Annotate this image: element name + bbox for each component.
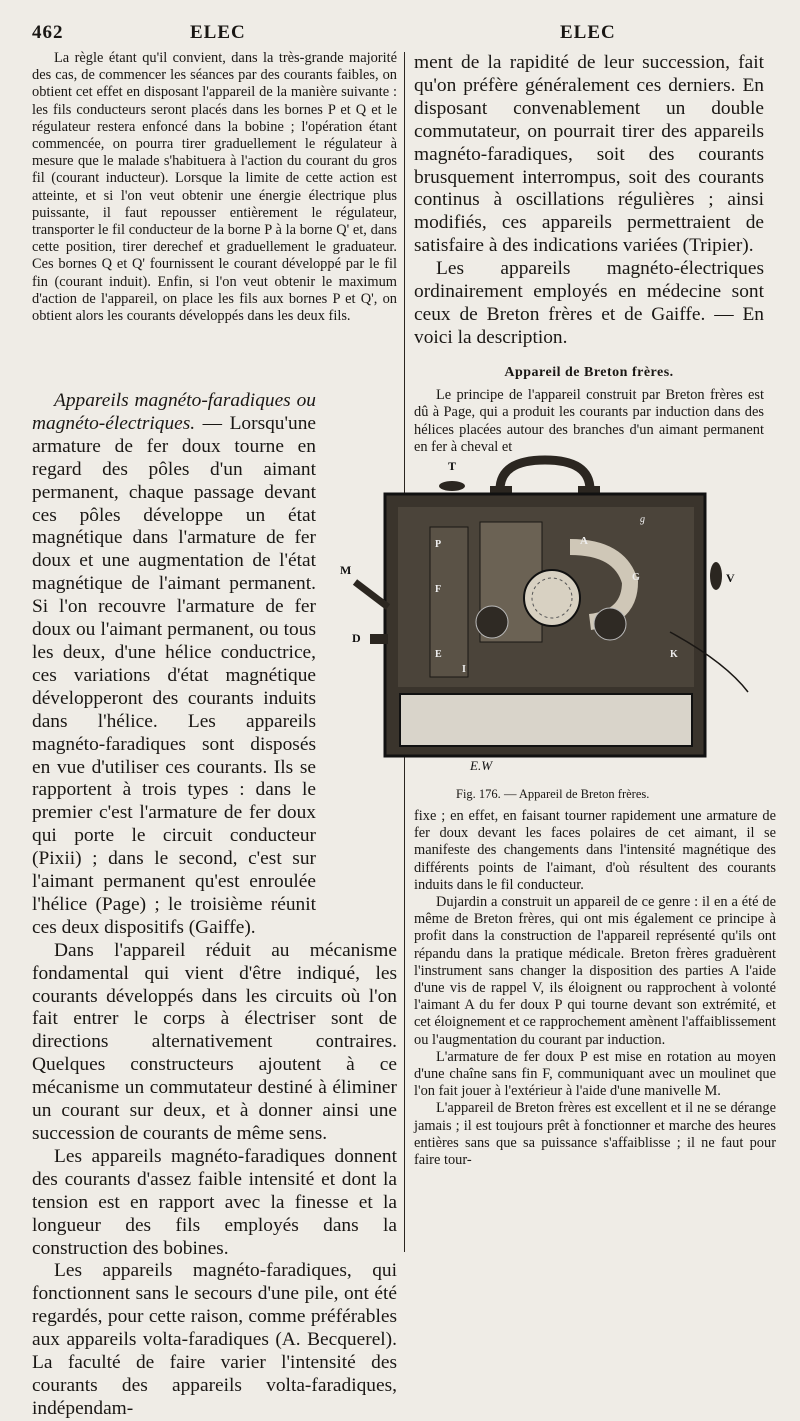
subheading: Appareil de Breton frères. [504,365,674,380]
label-G: G [632,572,640,583]
adjusting-screw [710,562,722,590]
label-F: F [435,584,442,595]
apparatus-illustration [330,452,750,772]
section-heading: Appareils magnéto-faradiques ou magnéto-électriques. [32,390,316,434]
paragraph: La règle étant qu'il convient, dans la très-grande majorité des cas, de commencer les séances par des courants faibles, on obtient cet effet en disposant l'appareil de la manière suivante : les fils conducteurs seront placés dans les bornes P et Q et le régulateur restera enfoncé dans la bobine ; l'opération étant commencée, on pourra tirer graduellement le régulateur à mesure que le malade s'habituera à l'action du courant du gros fil (courant inducteur). Lorsque la limite de cette action est atteinte, et si l'on veut obtenir une énergie électrique plus puissante, il faut repousser entièrement le régulateur, transporter le fil conducteur de la borne P à la borne Q' et, dans cette position, tirer derechef et graduellement le graduateur. Ces bornes Q et Q' fournissent le courant développé par le fil fin (courant induit). Enfin, si l'on veut obtenir le maximum d'action de l'appareil, on place les fils aux bornes P et Q', on obtient alors les courants développés dans les deux fils. [32,50,397,325]
paragraph-body: — Lorsqu'une armature de fer doux tourne en regard des pôles d'un aimant permanent, chaque passage devant ces pôles développe un état magnétique dans l'armature de fer doux et une augmentation de l'état magnétique de l'aimant permanent. Si l'on recouvre l'armature de fer doux ou l'aimant permanent, ou tous les deux, d'une hélice conductrice, ces variations d'état magnétique développeront des courants induits dans l'hélice. Les appareils magnéto-faradiques sont disposés en vue d'utiliser ces courants. Ils se rapportent à trois types : dans le premier c'est l'armature de fer doux qui porte le circuit conducteur (Pixii) ; dans le second, c'est sur l'aimant permanent qu'est enroulée l'hélice (Page) ; le troisième réunit ces deux dispositifs (Gaiffe). [32,412,316,938]
figure-number: Fig. 176. [456,787,501,801]
paragraph: ment de la rapidité de leur succession, fait qu'on préfère généralement ces derniers. En disposant convenablement un double commutateur, on pourrait tirer des appareils magnéto-faradiques, soit des courants brusquement interrompus, soit des courants continus à oscillations régulières ; ainsi modifiés, ces appareils permettraient de satisfaire à des indications variées (Tripier). [414,52,764,257]
pulley-left [476,606,508,638]
paragraph: Dans l'appareil réduit au mécanisme fondamental qui vient d'être indiqué, les courants développés dans les circuits où l'on fait entrer le corps à électriser sont de directions alternativement contraires. Quelques constructeurs ajoutent à ce mécanisme un commutateur destiné à éliminer un courant sur deux, et à donner ainsi une succession de courants de même sens. [32,939,397,1144]
paragraph: L'appareil de Breton frères est excellent et il ne se dérange jamais ; il est toujours prêt à fonctionner et marche des heures entières sans que sa puissance s'affaiblisse ; il ne faut pour faire tour- [414,1100,776,1169]
paragraph: Le principe de l'appareil construit par Breton frères est dû à Page, qui a produit les courants par induction dans des hélices placées autour des branches d'un aimant permanent en fer à cheval et [414,387,764,455]
paragraph: Dujardin a construit un appareil de ce genre : il en a été de même de Breton frères, qui ont mis également ce principe à profit dans la construction de l'appareil représenté qu'ils ont répandu dans la pratique médicale. Breton frères graduèrent l'instrument sans changer la disposition des parties A l'aide d'une vis de rappel V, ils éloignent ou rapprochent à volonté l'aimant A du fer doux P qui tourne devant son extrémité, et cet éloignement et ce rapprochement amènent l'affaiblissement ou l'augmentation du courant par induction. [414,894,776,1048]
paragraph: Les appareils magnéto-électriques ordinairement employés en médecine sont ceux de Breton frères et de Gaiffe. — En voici la description. [414,258,764,348]
running-head-left: ELEC [190,22,246,43]
figure-caption [456,787,649,802]
right-column-top [414,52,764,350]
label-V: V [726,571,735,585]
terminal-knob [439,481,465,491]
label-M: M [340,563,352,577]
paragraph-magneto-faradic [32,390,316,940]
engraver-signature: E.W [470,758,493,772]
figure-title: — Appareil de Breton frères. [500,787,650,801]
label-I: I [462,664,466,675]
page-number: 462 [32,22,64,43]
paragraph: fixe ; en effet, en faisant tourner rapidement une armature de fer doux devant les faces polaires de cet aimant, il se manifeste des changements dans l'intensité magnétique des différents points de l'aimant, d'où résultent des courants induits dans le fil conducteur. [414,808,776,893]
label-A: A [580,535,588,547]
pulley-right [594,608,626,640]
label-K: K [670,649,678,660]
label-g: g [640,514,645,525]
drawer [400,694,692,746]
label-D: D [352,631,361,645]
carry-handle [500,460,590,490]
paragraph: Les appareils magnéto-faradiques donnent des courants d'assez faible intensité et dont la tension est en rapport avec la finesse et la longueur des fils employés dans la construction des bobines. [32,1145,397,1259]
paragraph: L'armature de fer doux P est mise en rotation au moyen d'une chaîne sans fin F, communiquant avec un moulinet que l'on fait jouer à l'extérieur à l'aide d'une manivelle M. [414,1048,776,1100]
paragraph: Les appareils magnéto-faradiques, qui fonctionnent sans le secours d'une pile, ont été regardés, pour cette raison, comme préférables aux appareils volta-faradiques (A. Becquerel). La faculté de faire varier l'intensité des courants des appareils volta-faradiques, indépendam- [32,1260,397,1419]
right-column-bottom [414,808,776,1169]
crank-handle [355,582,388,607]
label-T: T [448,459,457,473]
right-column-middle [414,348,764,456]
figure-engraving [330,452,750,772]
label-P: P [435,539,442,550]
running-head-right: ELEC [560,22,616,43]
label-E: E [435,649,442,660]
regulator-knob [370,634,388,644]
left-column-top [32,50,397,325]
